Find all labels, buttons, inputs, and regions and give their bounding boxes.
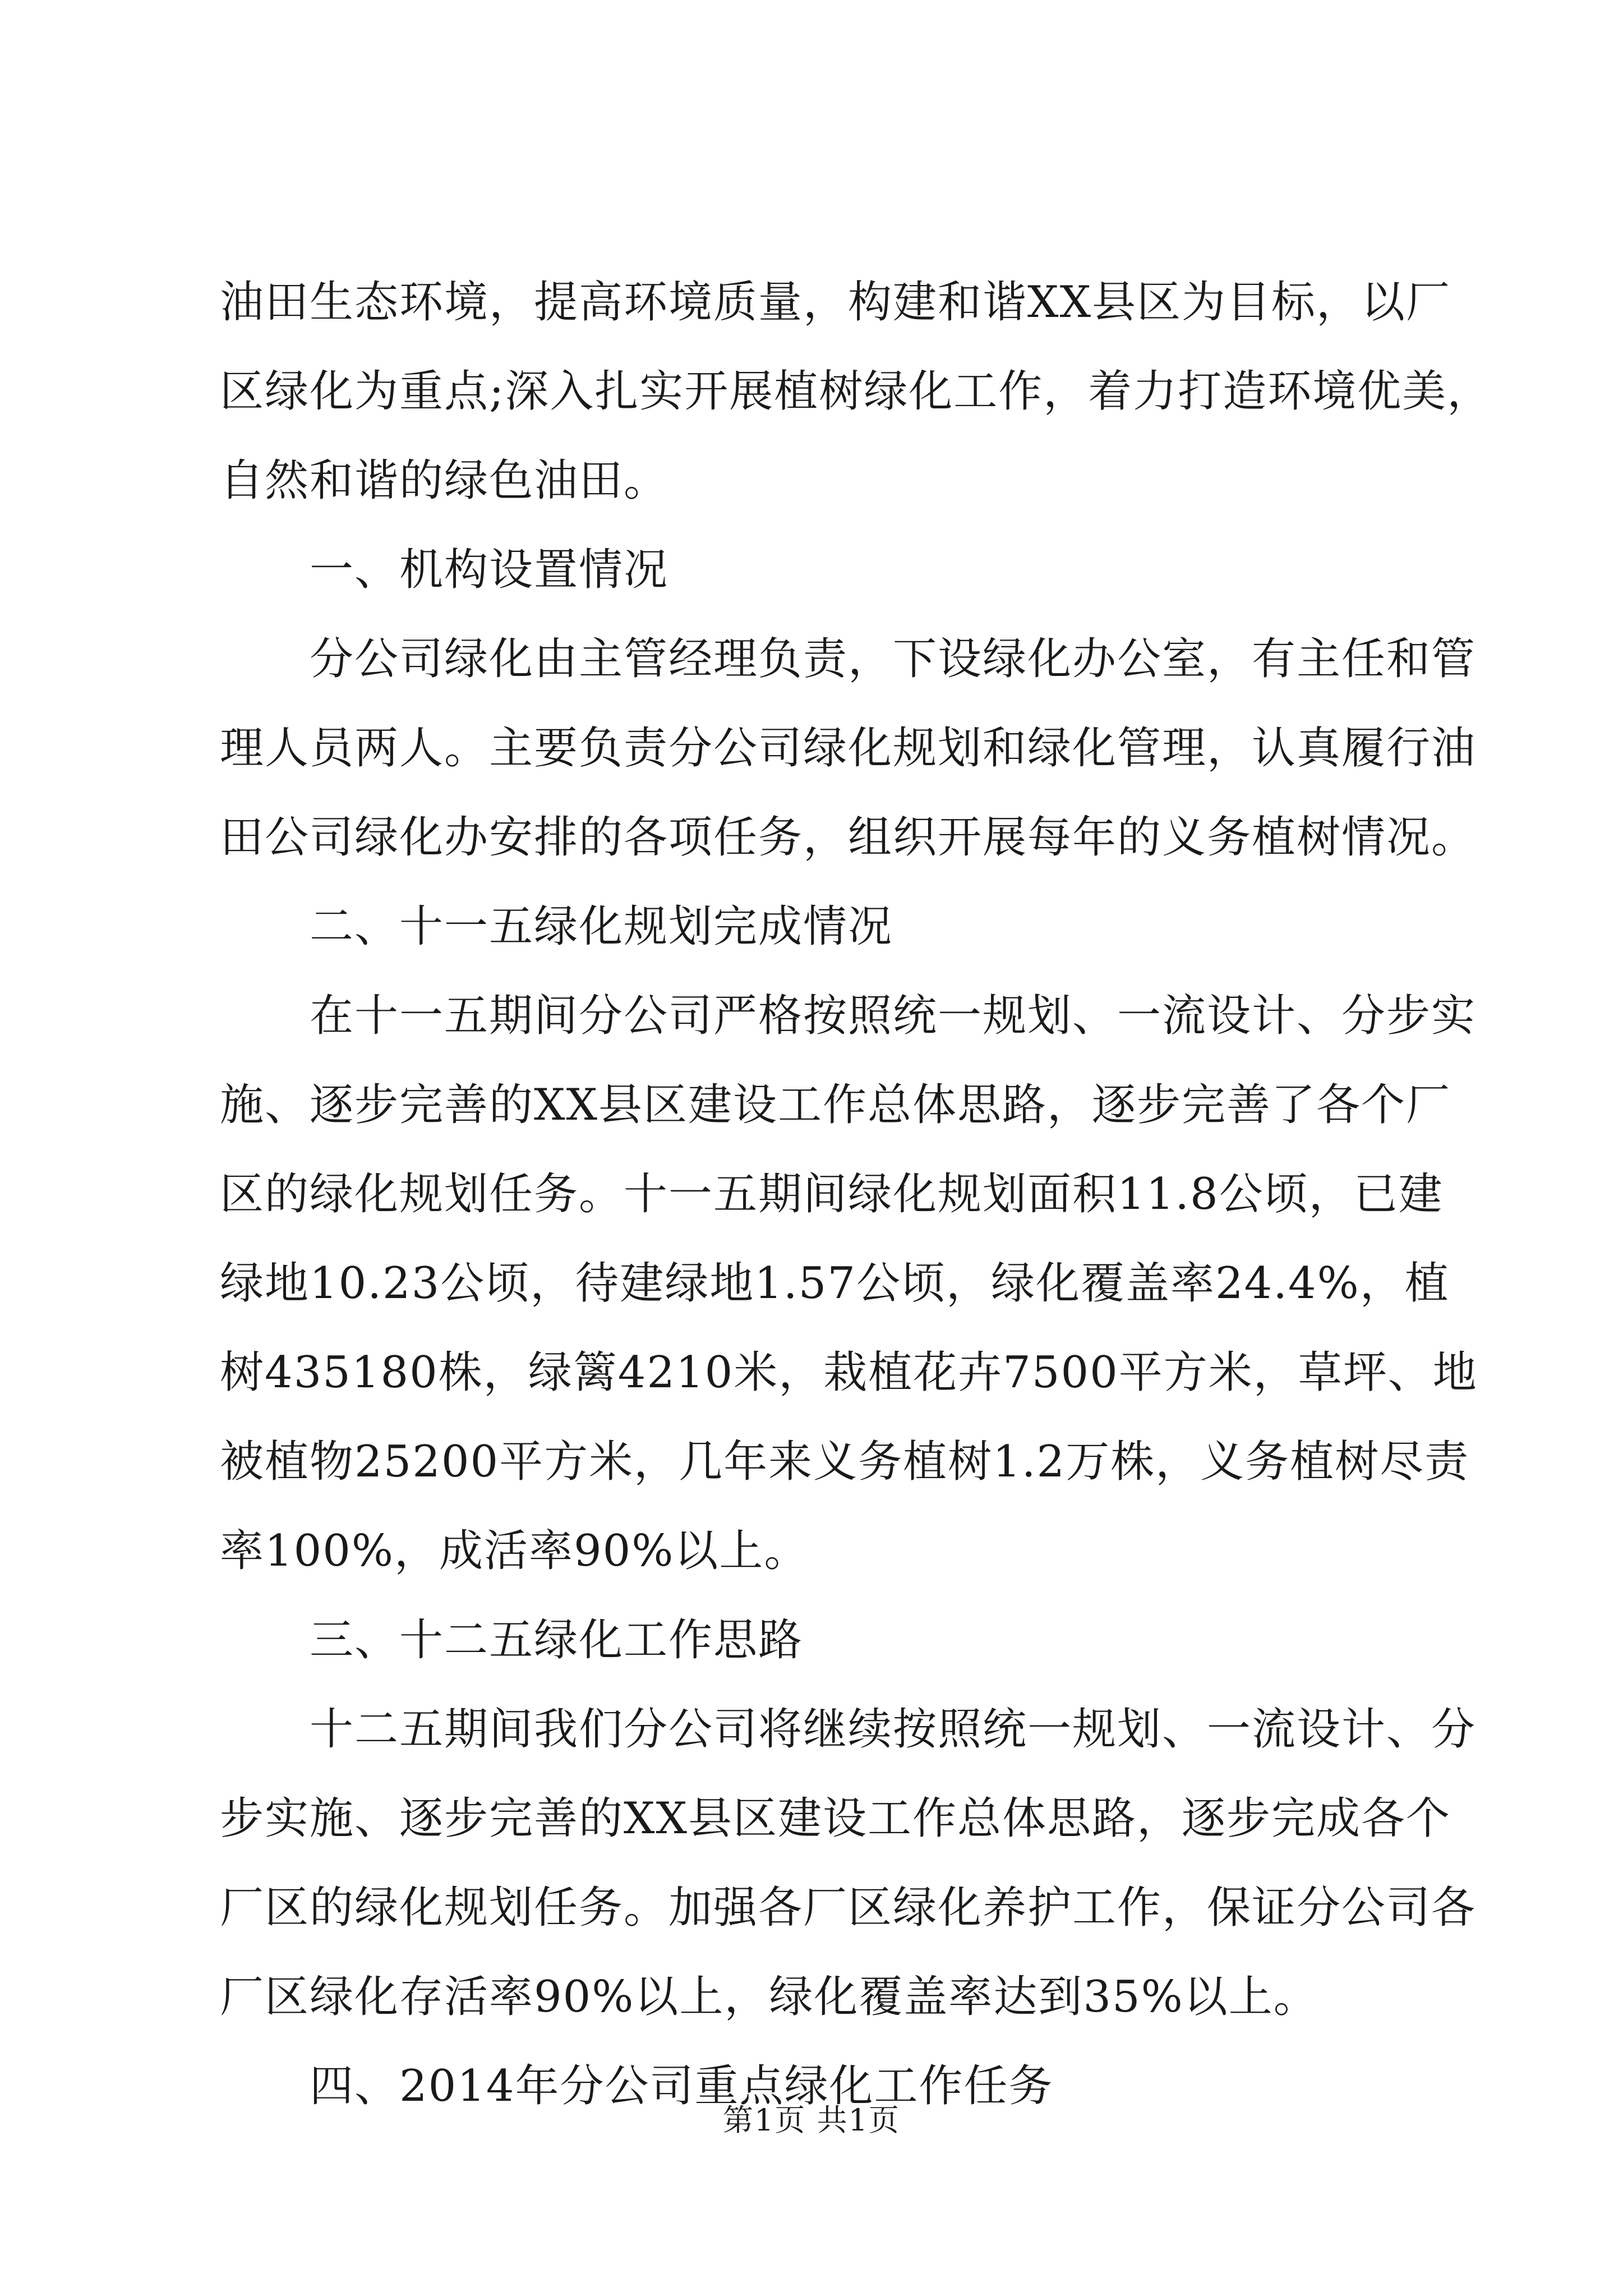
text-line: 区绿化为重点;深入扎实开展植树绿化工作，着力打造环境优美，: [220, 366, 1492, 417]
text-line: 厂区绿化存活率90%以上，绿化覆盖率达到35%以上。: [220, 1972, 1318, 2022]
text-line: 区的绿化规划任务。十一五期间绿化规划面积11.8公顷，已建: [220, 1169, 1444, 1220]
text-line: 油田生态环境，提高环境质量，构建和谐XX县区为目标，以厂: [220, 277, 1451, 328]
text-line: 率100%，成活率90%以上。: [220, 1526, 809, 1576]
text-line: 理人员两人。主要负责分公司绿化规划和绿化管理，认真履行油: [220, 723, 1477, 774]
section-heading: 四、2014年分公司重点绿化工作任务: [310, 2061, 1054, 2111]
section-heading: 三、十二五绿化工作思路: [310, 1615, 804, 1665]
section-heading: 二、十一五绿化规划完成情况: [310, 901, 893, 952]
text-line: 自然和谐的绿色油田。: [220, 455, 669, 506]
text-line: 被植物25200平方米，几年来义务植树1.2万株，义务植树尽责: [220, 1437, 1470, 1487]
text-line: 在十一五期间分公司严格按照统一规划、一流设计、分步实: [310, 991, 1477, 1041]
text-line: 厂区的绿化规划任务。加强各厂区绿化养护工作，保证分公司各: [220, 1883, 1477, 1933]
text-line: 施、逐步完善的XX县区建设工作总体思路，逐步完善了各个厂: [220, 1080, 1451, 1130]
text-line: 步实施、逐步完善的XX县区建设工作总体思路，逐步完成各个: [220, 1793, 1451, 1844]
text-line: 绿地10.23公顷，待建绿地1.57公顷，绿化覆盖率24.4%，植: [220, 1258, 1450, 1309]
section-heading: 一、机构设置情况: [310, 545, 669, 595]
text-line: 树435180株，绿篱4210米，栽植花卉7500平方米，草坪、地: [220, 1347, 1478, 1398]
text-line: 田公司绿化办安排的各项任务，组织开展每年的义务植树情况。: [220, 812, 1477, 863]
page-footer: 第1页 共1页: [723, 2102, 900, 2138]
text-line: 分公司绿化由主管经理负责，下设绿化办公室，有主任和管: [310, 634, 1477, 684]
text-line: 十二五期间我们分公司将继续按照统一规划、一流设计、分: [310, 1704, 1477, 1755]
document-body: [220, 258, 1492, 2131]
